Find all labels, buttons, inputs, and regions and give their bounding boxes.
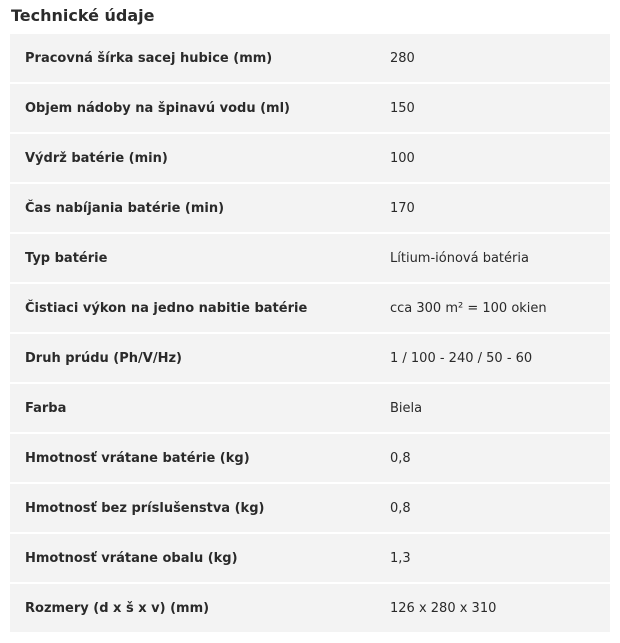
spec-value: 0,8 [390, 484, 610, 534]
spec-label: Farba [10, 384, 390, 434]
spec-value: 126 x 280 x 310 [390, 584, 610, 634]
table-row [10, 434, 610, 484]
specs-table [10, 34, 610, 634]
spec-value: Lítium-iónová batéria [390, 234, 610, 284]
table-row [10, 384, 610, 434]
spec-value: 100 [390, 134, 610, 184]
spec-label: Čistiaci výkon na jedno nabitie batérie [10, 284, 390, 334]
spec-label: Hmotnosť vrátane obalu (kg) [10, 534, 390, 584]
table-row [10, 134, 610, 184]
spec-label: Typ batérie [10, 234, 390, 284]
table-row [10, 234, 610, 284]
spec-value: 170 [390, 184, 610, 234]
spec-label: Pracovná šírka sacej hubice (mm) [10, 34, 390, 84]
spec-value: 1 / 100 - 240 / 50 - 60 [390, 334, 610, 384]
spec-value: 1,3 [390, 534, 610, 584]
spec-label: Druh prúdu (Ph/V/Hz) [10, 334, 390, 384]
table-row [10, 534, 610, 584]
spec-value: 0,8 [390, 434, 610, 484]
spec-value: 280 [390, 34, 610, 84]
table-row [10, 184, 610, 234]
spec-label: Výdrž batérie (min) [10, 134, 390, 184]
spec-value: cca 300 m² = 100 okien [390, 284, 610, 334]
spec-label: Čas nabíjania batérie (min) [10, 184, 390, 234]
spec-label: Objem nádoby na špinavú vodu (ml) [10, 84, 390, 134]
spec-value: 150 [390, 84, 610, 134]
spec-value: Biela [390, 384, 610, 434]
spec-label: Rozmery (d x š x v) (mm) [10, 584, 390, 634]
table-row [10, 284, 610, 334]
table-row [10, 34, 610, 84]
spec-label: Hmotnosť bez príslušenstva (kg) [10, 484, 390, 534]
section-title: Technické údaje [11, 6, 155, 25]
table-row [10, 584, 610, 634]
table-row [10, 84, 610, 134]
table-row [10, 484, 610, 534]
table-row [10, 334, 610, 384]
spec-label: Hmotnosť vrátane batérie (kg) [10, 434, 390, 484]
